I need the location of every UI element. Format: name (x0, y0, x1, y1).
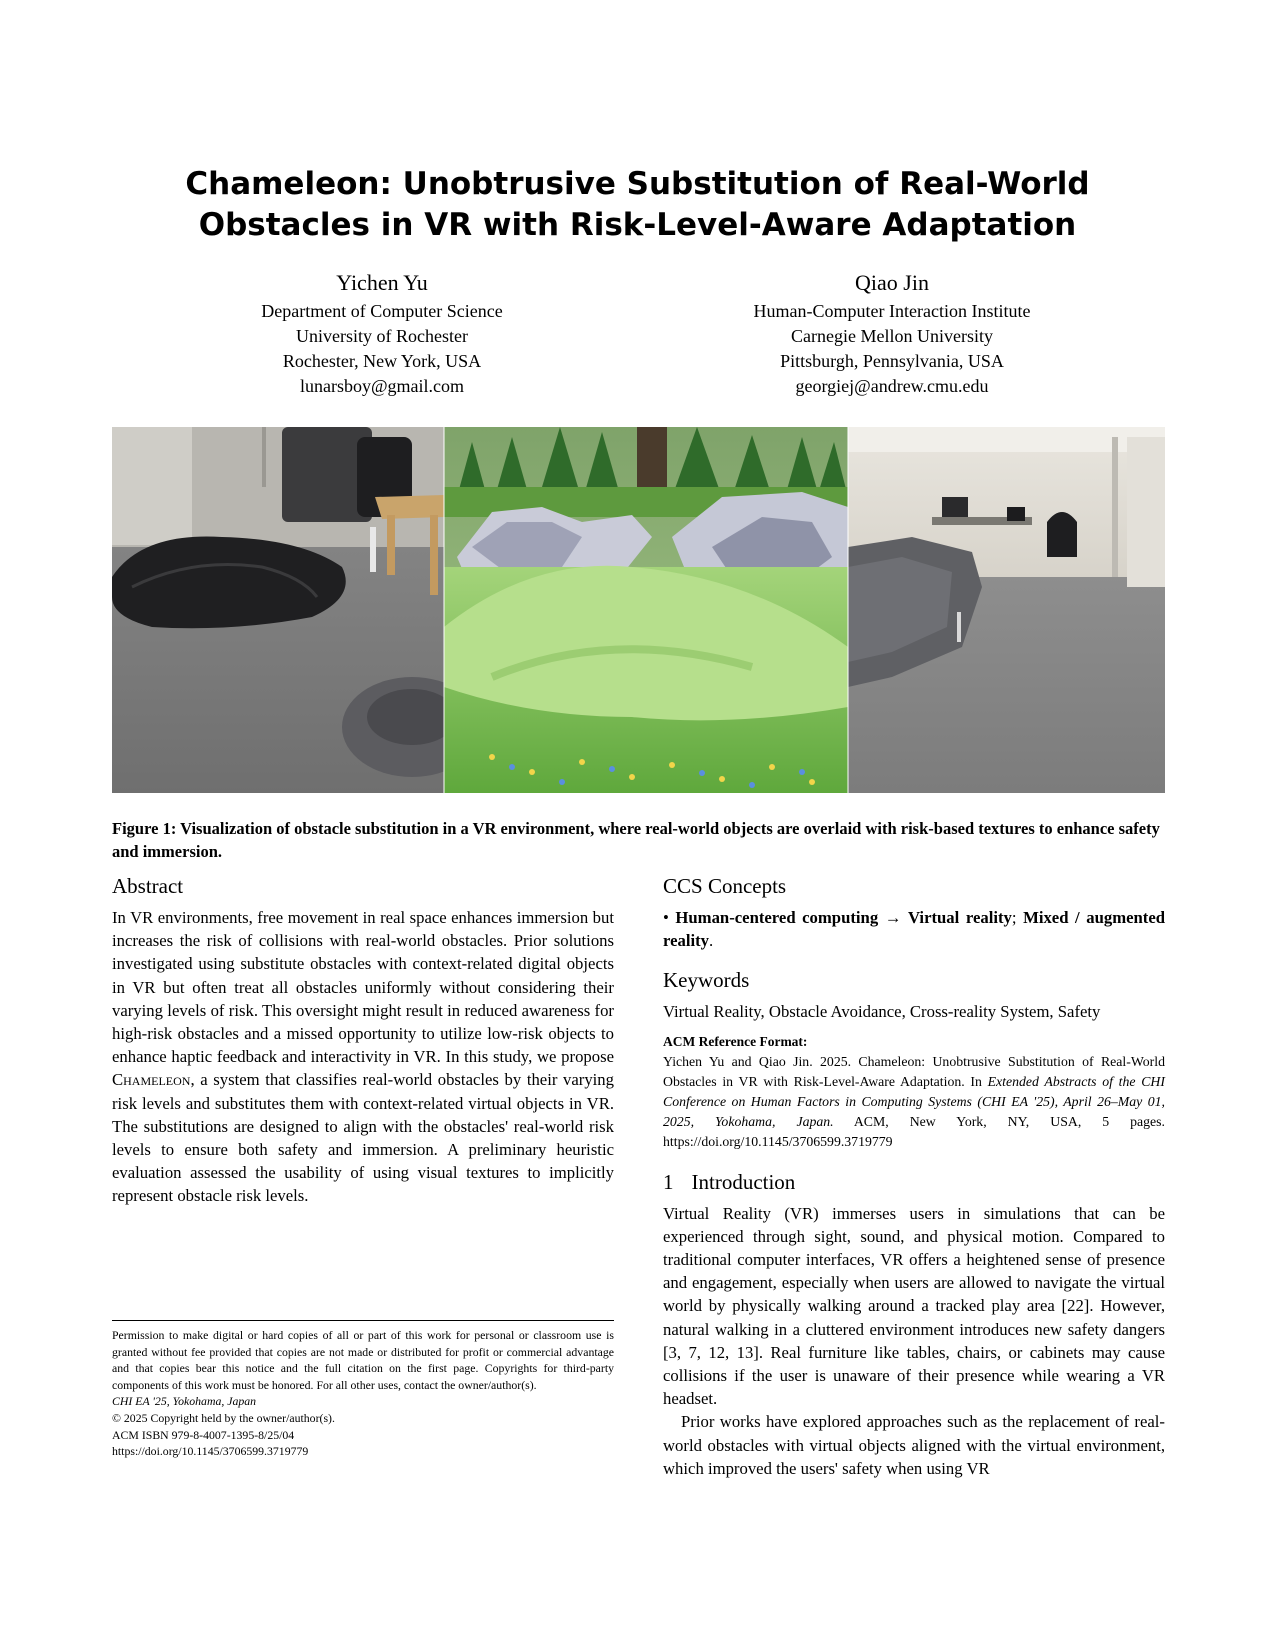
copyright-line: © 2025 Copyright held by the owner/author(s). (112, 1410, 335, 1425)
teaser-figure (112, 427, 1165, 793)
author-department: Department of Computer Science (261, 301, 503, 321)
real-room-photo-left (112, 427, 482, 793)
abstract-text: In VR environments, free movement in real space enhances immersion but increases the risk of collisions with real-world obstacles. Prior solutions investigated using substitute obstacles with context-related digital objects in VR but often treat all obstacles uniformly without considering their varying levels of risk. This oversight might result in reduced awareness for high-risk obstacles and a missed opportunity to utilize low-risk objects to enhance haptic feedback and interactivity in VR. In this study, we propose Chameleon, a system that classifies real-world obstacles by their varying risk levels and substitutes them with context-related virtual objects in VR. The substitutions are designed to align with the obstacles' real-world risk levels to ensure both safety and immersion. A preliminary heuristic evaluation assessed the usability of using visual textures to implicitly represent obstacle risk levels. (112, 908, 614, 1206)
author-location: Rochester, New York, USA (282, 351, 482, 371)
keywords-heading: Keywords (663, 968, 750, 993)
author-department: Human-Computer Interaction Institute (753, 301, 1031, 321)
author-block-2 (692, 268, 1092, 399)
paper-title: Chameleon: Unobtrusive Substitution of Real-World Obstacles in VR with Risk-Level-Aware Adaptation (185, 166, 1090, 243)
introduction-heading: 1 Introduction (663, 1169, 796, 1194)
real-room-photo-right (848, 427, 1165, 793)
author-name: Yichen Yu (336, 270, 428, 295)
doi-line: https://doi.org/10.1145/3706599.3719779 (112, 1444, 309, 1459)
author-email: georgiej@andrew.cmu.edu (795, 376, 989, 396)
right-column (663, 872, 1165, 1480)
intro-paragraph-1: Virtual Reality (VR) immerses users in simulations that can be experienced through sight, sound, and physical motion. Compared to traditional computer interfaces, VR offers a heightened sense of presence and engagement, especially when users are allowed to navigate the virtual world by physically walking around a tracked play area [22]. However, natural walking in a cluttered environment introduces new safety dangers [3, 7, 12, 13]. Real furniture like tables, chairs, or cabinets may cause collisions if the user is unaware of their presence while wearing a VR headset. (663, 1203, 1165, 1409)
system-name: Chameleon (112, 1070, 191, 1090)
abstract-heading: Abstract (112, 874, 184, 898)
permission-notice: Permission to make digital or hard copies of all or part of this work for personal or classroom use is granted without fee provided that copies are not made or distributed for profit or commercial advantage and that copies bear this notice and the full citation on the first page. Copyrights for third-party components of this work must be honored. For all other uses, contact the owner/author(s). (112, 1328, 614, 1392)
vr-environment-render (444, 427, 848, 793)
venue-line: CHI EA '25, Yokohama, Japan (112, 1394, 257, 1409)
copyright-footnote (112, 1320, 614, 1460)
author-organization: University of Rochester (296, 326, 468, 346)
author-location: Pittsburgh, Pennsylvania, USA (780, 351, 1004, 371)
keywords-text: Virtual Reality, Obstacle Avoidance, Cross-reality System, Safety (663, 1002, 1101, 1022)
acm-reference-heading: ACM Reference Format: (663, 1033, 808, 1049)
intro-paragraph-2: Prior works have explored approaches such as the replacement of real-world obstacles with virtual objects aligned with the virtual environment, which improved the users' safety when using VR (663, 1412, 1165, 1478)
figure-caption: Figure 1: Visualization of obstacle substitution in a VR environment, where real-world objects are overlaid with risk-based textures to enhance safety and immersion. (112, 819, 1160, 861)
isbn-line: ACM ISBN 979-8-4007-1395-8/25/04 (112, 1427, 295, 1442)
ccs-heading: CCS Concepts (663, 874, 787, 898)
acm-reference-text: Yichen Yu and Qiao Jin. 2025. Chameleon: Unobtrusive Substitution of Real-World Obstacles in VR with Risk-Level-Aware Adaptation. In Extended Abstracts of the CHI Conference on Human Factors in Computing Systems (CHI EA '25), April 26–May 01, 2025, Yokohama, Japan. ACM, New York, NY, USA, 5 pages. https://doi.org/10.1145/3706599.3719779 (663, 1053, 1166, 1149)
author-organization: Carnegie Mellon University (791, 326, 993, 346)
author-email: lunarsboy@gmail.com (299, 376, 465, 396)
author-block-1 (182, 268, 582, 399)
left-column (112, 872, 614, 1208)
author-name: Qiao Jin (855, 270, 929, 295)
ccs-concepts: • Human-centered computing → Virtual reality; Mixed / augmented reality. (663, 908, 1166, 951)
